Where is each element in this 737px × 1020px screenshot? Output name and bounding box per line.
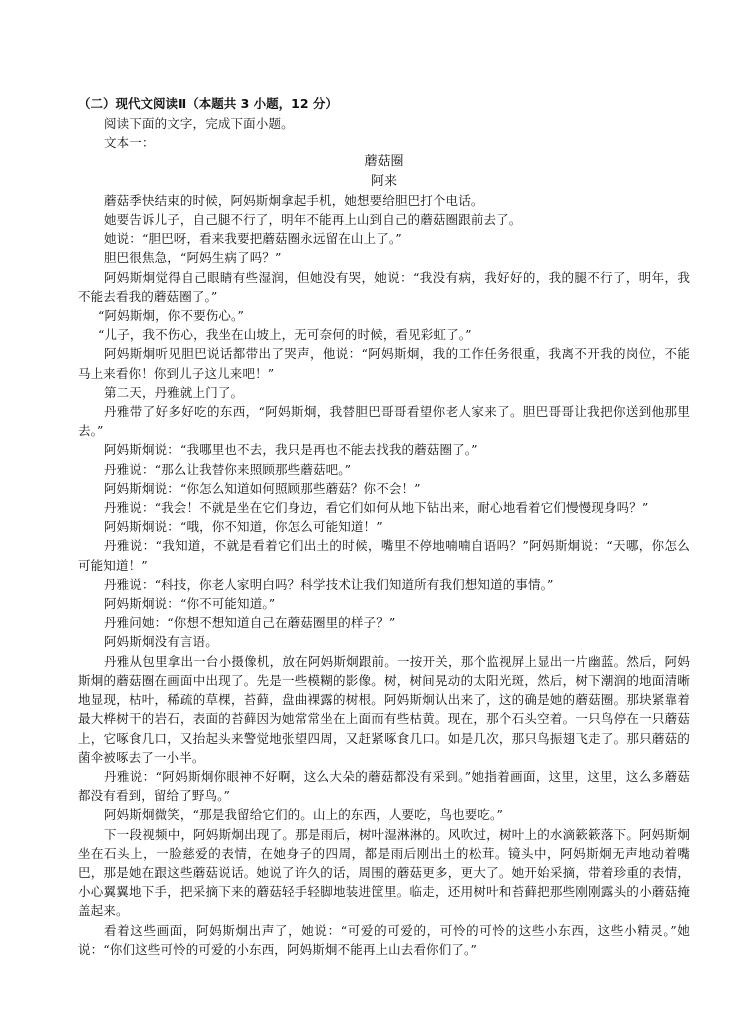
paragraph: 胆巴很焦急，“阿妈生病了吗？”	[104, 250, 282, 266]
paragraph: 阿妈斯炯说：“哦，你不知道，你怎么可能知道！”	[104, 519, 383, 535]
paragraph: 丹雅说：“科技，你老人家明白吗？科学技术让我们知道所有我们想知道的事情。”	[104, 576, 554, 592]
text-label: 文本一：	[104, 135, 155, 151]
paragraph: 她说：“胆巴呀，看来我要把蘑菇圈永远留在山上了。”	[104, 231, 402, 247]
paragraph: 丹雅说：“我知道，不就是看着它们出土的时候，嘴里不停地喃喃自语吗？”阿妈斯炯说：“天哪，你怎么可能知道！”	[78, 538, 690, 573]
paragraph: 第二天，丹雅就上门了。	[104, 384, 244, 400]
paragraph: 下一段视频中，阿妈斯炯出现了。那是雨后，树叶湿淋淋的。风吹过，树叶上的水滴簌簌落下。阿妈斯炯坐在石头上，一脸慈爱的表情，在她身子的四周，都是雨后刚出土的松茸。镜头中，阿妈斯炯无声地动着嘴巴，那是她在跟这些蘑菇说话。她说了许久的话，周围的蘑菇更多，更大了。她开始采摘，带着珍重的表情，小心翼翼地下手，把采摘下来的蘑菇轻手轻脚地装进筐里。临走，还用树叶和苔藓把那些刚刚露头的小蘑菇掩盖起来。	[78, 826, 690, 919]
section-title: （二）现代文阅读Ⅱ（本题共 3 小题，12 分）	[78, 96, 338, 111]
paragraph: 阿妈斯炯微笑，“那是我留给它们的。山上的东西，人要吃，鸟也要吃。”	[104, 807, 503, 823]
paragraph: 丹雅说：“我会！不就是坐在它们身边，看它们如何从地下钻出来，耐心地看着它们慢慢现身吗？”	[104, 500, 649, 516]
paragraph: 丹雅说：“那么让我替你来照顾那些蘑菇吧。”	[104, 461, 352, 477]
paragraph: 丹雅从包里拿出一台小摄像机，放在阿妈斯炯跟前。一按开关，那个监视屏上显出一片幽蓝。然后，阿妈斯炯的蘑菇圈在画面中出现了。先是一些模糊的影像。树，树间晃动的太阳光斑，然后，树下潮润的地面清晰地显现，枯叶，稀疏的草棵，苔藓，盘曲裸露的树根。阿妈斯炯认出来了，这的确是她的蘑菇圈。那块紧靠着最大桦树干的岩石，表面的苔藓因为她常常坐在上面而有些枯黄。现在，那个石头空着。一只鸟停在一只蘑菇上，它啄食几口，又抬起头来警觉地张望四周，又赶紧啄食几口。如是几次，那只鸟振翅飞走了。那只蘑菇的菌伞被啄去了一小半。	[78, 653, 690, 765]
paragraph: 阿妈斯炯说：“你不可能知道。”	[104, 596, 276, 612]
paragraph: 看着这些画面，阿妈斯炯出声了，她说：“可爱的可爱的，可怜的可怜的这些小东西，这些小精灵。”她说：“你们这些可怜的可爱的小东西，阿妈斯炯不能再上山去看你们了。”	[78, 922, 690, 957]
instruction: 阅读下面的文字，完成下面小题。	[104, 116, 294, 131]
paragraph: 丹雅带了好多好吃的东西，“阿妈斯炯，我替胆巴哥哥看望你老人家来了。胆巴哥哥让我把你送到他那里去。”	[78, 404, 690, 439]
paragraph: 阿妈斯炯没有言语。	[104, 634, 218, 650]
paragraph: 蘑菇季快结束的时候，阿妈斯炯拿起手机，她想要给胆巴打个电话。	[104, 192, 484, 208]
paragraph: 阿妈斯炯听见胆巴说话都带出了哭声，他说：“阿妈斯炯，我的工作任务很重，我离不开我的岗位，不能马上来看你！你到儿子这儿来吧！”	[78, 346, 690, 381]
paragraph: 她要告诉儿子，自己腿不行了，明年不能再上山到自己的蘑菇圈跟前去了。	[104, 212, 522, 228]
story-title: 蘑菇圈	[364, 154, 404, 170]
paragraph: 阿妈斯炯觉得自己眼睛有些湿润，但她没有哭，她说：“我没有病，我好好的，我的腿不行了，明年，我不能去看我的蘑菇圈了。”	[78, 269, 690, 304]
document-page	[78, 94, 690, 959]
paragraph: “阿妈斯炯，你不要伤心。”	[98, 308, 244, 324]
paragraph: “儿子，我不伤心，我坐在山坡上，无可奈何的时候，看见彩虹了。”	[98, 327, 472, 343]
story-author: 阿来	[370, 173, 397, 189]
paragraph: 阿妈斯炯说：“我哪里也不去，我只是再也不能去找我的蘑菇圈了。”	[104, 442, 478, 458]
paragraph: 丹雅问她：“你想不想知道自己在蘑菇圈里的样子？”	[104, 615, 396, 631]
paragraph: 丹雅说：“阿妈斯炯你眼神不好啊，这么大朵的蘑菇都没有采到。”她指着画面，这里，这里，这么多蘑菇都没有看到，留给了野鸟。”	[78, 768, 690, 804]
paragraph: 阿妈斯炯说：“你怎么知道如何照顾那些蘑菇？你不会！”	[104, 480, 421, 496]
